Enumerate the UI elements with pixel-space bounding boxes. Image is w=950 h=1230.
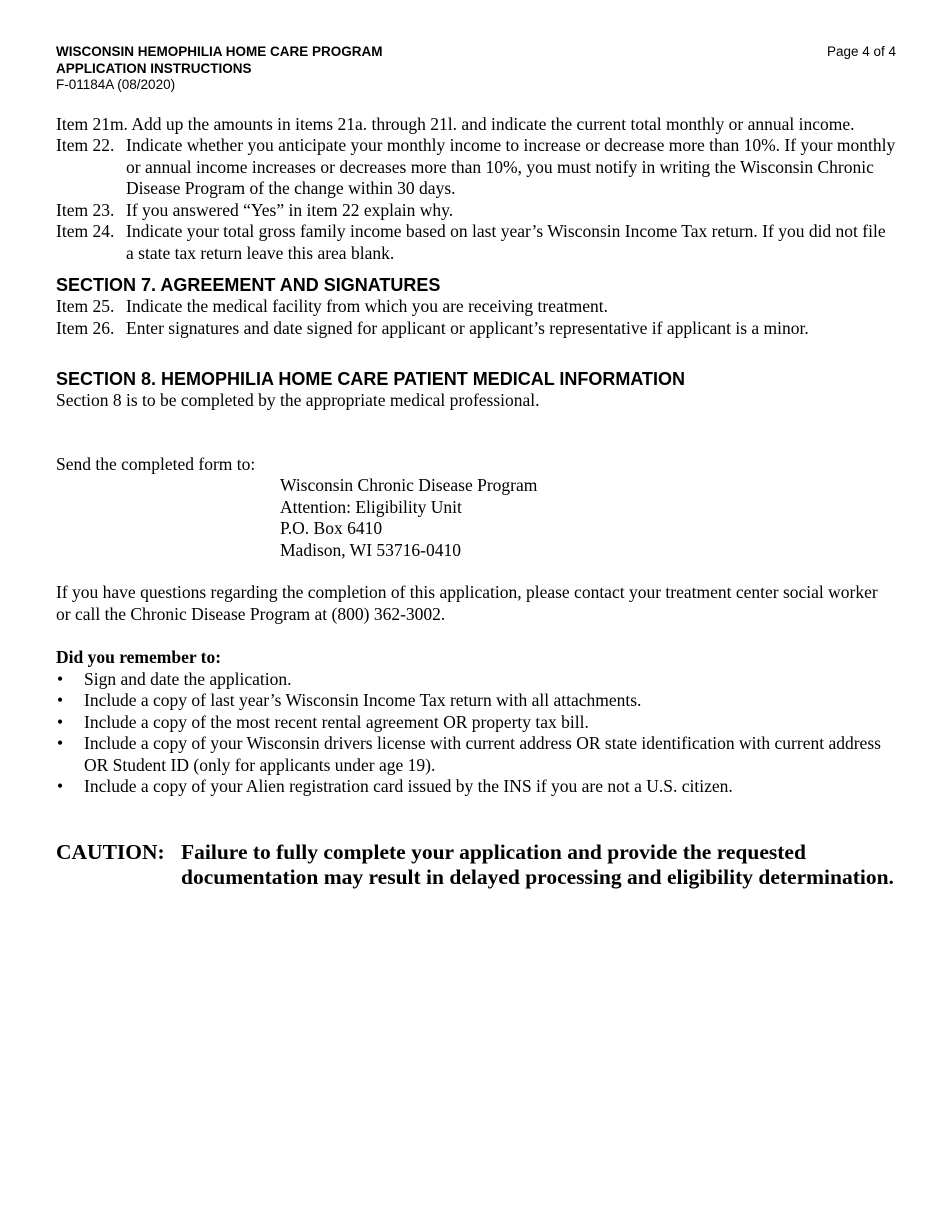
checklist-item-text: Sign and date the application. [84, 668, 292, 689]
checklist-title: Did you remember to: [56, 647, 222, 667]
checklist [56, 647, 896, 798]
bullet-icon: • [57, 711, 64, 732]
checklist-item [56, 690, 896, 712]
address-line: Attention: Eligibility Unit [280, 496, 462, 517]
bullet-icon: • [57, 733, 64, 753]
section-8-text: Section 8 is to be completed by the appropriate medical professional. [56, 390, 540, 410]
section-7-title: SECTION 7. AGREEMENT AND SIGNATURES [56, 275, 441, 295]
page-header [56, 44, 896, 94]
address-line: P.O. Box 6410 [280, 518, 383, 538]
item-23 [56, 200, 896, 222]
bullet-icon: • [57, 690, 64, 710]
bullet-icon: • [57, 668, 64, 689]
document-subtitle: APPLICATION INSTRUCTIONS [56, 60, 252, 76]
item-label: Item 22. [56, 135, 115, 155]
caution-notice [56, 840, 896, 890]
caution-text: Failure to fully complete your application and provide the requested documentation may result in delayed processing and eligibility determination. [181, 839, 894, 889]
item-text: Add up the amounts in items 21a. through 21l. and indicate the current total monthly or annual income. [131, 113, 855, 134]
item-text: Enter signatures and date signed for applicant or applicant’s representative if applicant is a minor. [126, 317, 809, 338]
item-label: Item 23. [56, 199, 115, 220]
section-8-title: SECTION 8. HEMOPHILIA HOME CARE PATIENT MEDICAL INFORMATION [56, 369, 686, 389]
checklist-item [56, 733, 896, 776]
document-page [56, 44, 896, 890]
income-items [56, 114, 896, 265]
item-22 [56, 135, 896, 200]
checklist-item-text: Include a copy of last year’s Wisconsin Income Tax return with all attachments. [84, 690, 642, 710]
item-label: Item 24. [56, 221, 115, 241]
item-label: Item 21m. [56, 113, 128, 134]
item-25 [56, 296, 896, 318]
form-id: F-01184A (08/2020) [56, 77, 176, 92]
checklist-item [56, 669, 896, 691]
questions-paragraph: If you have questions regarding the completion of this application, please contact your treatment center social worker or call the Chronic Disease Program at (800) 362-3002. [56, 582, 878, 624]
checklist-item-text: Include a copy of the most recent rental agreement OR property tax bill. [84, 711, 589, 732]
item-26 [56, 318, 896, 340]
item-text: If you answered “Yes” in item 22 explain why. [126, 199, 454, 220]
caution-label: CAUTION: [56, 839, 165, 864]
item-text: Indicate whether you anticipate your monthly income to increase or decrease more than 10%. If your monthly or annual income increases or decreases more than 10%, you must notify in writing the Wisconsin Chronic Disease Program of the change within 30 days. [126, 135, 896, 198]
section-8 [56, 368, 896, 412]
item-label: Item 26. [56, 317, 115, 338]
send-intro: Send the completed form to: [56, 453, 256, 474]
address-line: Wisconsin Chronic Disease Program [280, 475, 538, 495]
section-7 [56, 274, 896, 339]
program-title: WISCONSIN HEMOPHILIA HOME CARE PROGRAM [56, 44, 383, 59]
page-number: Page 4 of 4 [826, 44, 896, 59]
mailing-address [280, 475, 896, 561]
item-text: Indicate the medical facility from which you are receiving treatment. [126, 296, 609, 316]
checklist-item [56, 776, 896, 798]
address-line: Madison, WI 53716-0410 [280, 539, 461, 560]
checklist-item-text: Include a copy of your Wisconsin drivers license with current address OR state identification with current address OR Student ID (only for applicants under age 19). [84, 733, 881, 775]
mailing-instructions [56, 454, 896, 562]
item-21m [56, 114, 896, 136]
item-text: Indicate your total gross family income based on last year’s Wisconsin Income Tax return. If you did not file a state tax return leave this area blank. [126, 221, 886, 263]
checklist-item-text: Include a copy of your Alien registration card issued by the INS if you are not a U.S. citizen. [84, 776, 733, 796]
checklist-item [56, 712, 896, 734]
bullet-icon: • [57, 776, 64, 796]
item-24 [56, 221, 896, 264]
item-label: Item 25. [56, 296, 115, 316]
